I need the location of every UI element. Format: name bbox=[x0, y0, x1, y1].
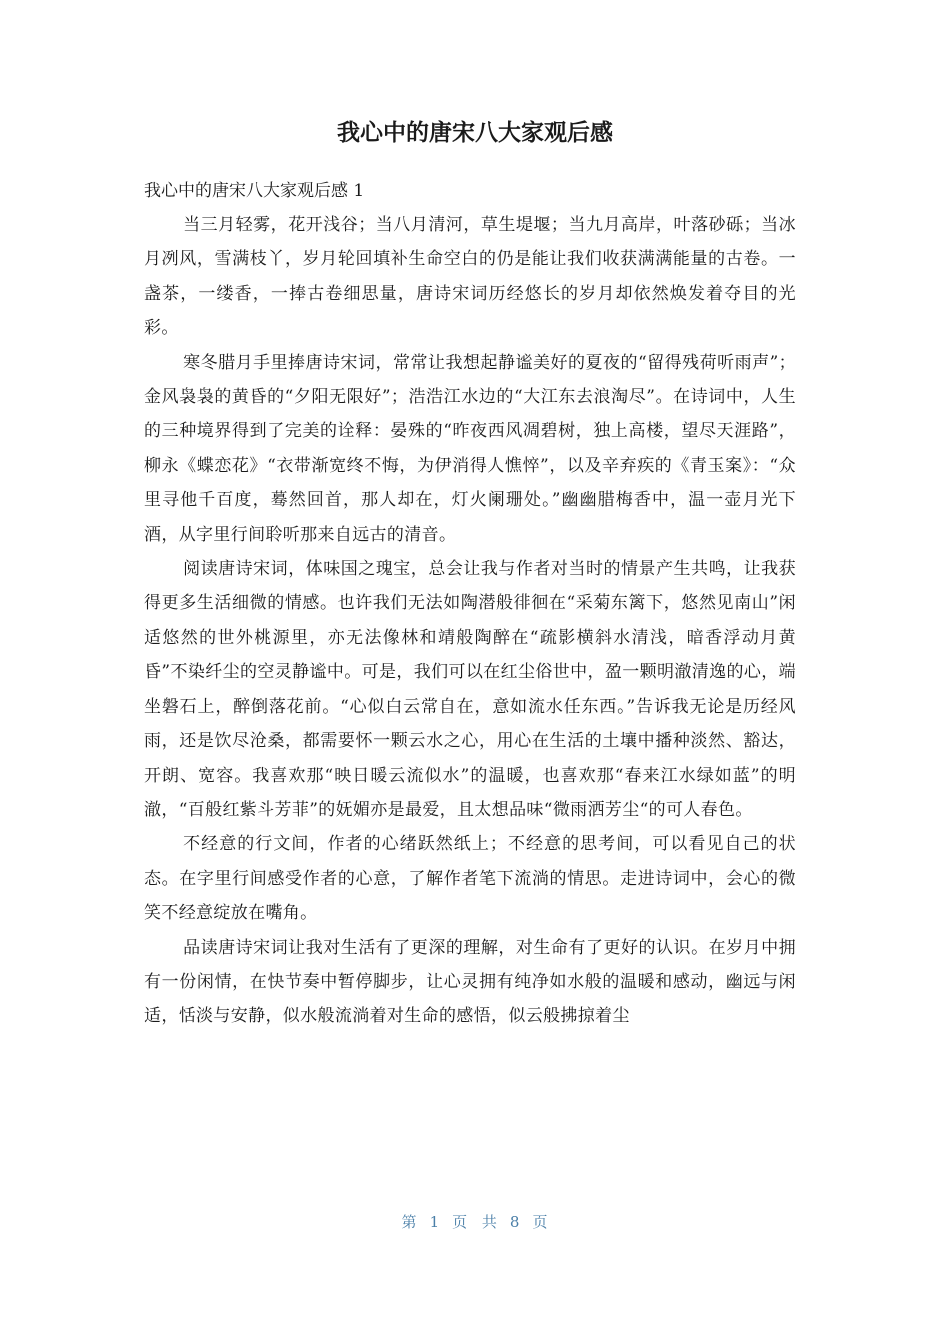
footer-suffix: 页 bbox=[532, 1213, 549, 1231]
footer-prefix: 第 bbox=[401, 1213, 418, 1231]
paragraph-3: 阅读唐诗宋词，体味国之瑰宝，总会让我与作者对当时的情景产生共鸣，让我获得更多生活细微的情感。也许我们无法如陶潜般徘徊在“采菊东篱下，悠然见南山”闲适悠然的世外桃源里，亦无法像林和靖般陶醉在“疏影横斜水清浅，暗香浮动月黄昏”不染纤尘的空灵静谧中。可是，我们可以在红尘俗世中，盈一颗明澈清逸的心，端坐磐石上，醉倒落花前。“心似白云常自在，意如流水任东西。”告诉我无论是历经风雨，还是饮尽沧桑，都需要怀一颗云水之心，用心在生活的土壤中播种淡然、豁达，开朗、宽容。我喜欢那“映日暖云流似水”的温暖，也喜欢那“春来江水绿如蓝”的明澈，“百般红紫斗芳菲”的妩媚亦是最爱，且太想品味“微雨洒芳尘“的可人春色。 bbox=[144, 559, 796, 820]
document-body bbox=[144, 174, 796, 1034]
paragraph-5: 品读唐诗宋词让我对生活有了更深的理解，对生命有了更好的认识。在岁月中拥有一份闲情，在快节奏中暂停脚步，让心灵拥有纯净如水般的温暖和感动，幽远与闲适，恬淡与安静，似水般流淌着对生命的感悟，似云般拂掠着尘 bbox=[144, 937, 796, 1027]
footer-total-pages: 8 bbox=[509, 1213, 521, 1231]
paragraph-4: 不经意的行文间，作者的心绪跃然纸上；不经意的思考间，可以看见自己的状态。在字里行间感受作者的心意，了解作者笔下流淌的情思。走进诗词中，会心的微笑不经意绽放在嘴角。 bbox=[144, 834, 796, 924]
page-number-footer bbox=[0, 1210, 950, 1234]
paragraph-1: 当三月轻雾，花开浅谷；当八月清河，草生堤堰；当九月高岸，叶落砂砾；当冰月冽风，雪满枝丫，岁月轮回填补生命空白的仍是能让我们收获满满能量的古卷。一盏茶，一缕香，一捧古卷细思量，唐诗宋词历经悠长的岁月却依然焕发着夺目的光彩。 bbox=[144, 215, 796, 339]
document-title: 我心中的唐宋八大家观后感 bbox=[337, 120, 613, 146]
paragraph-2: 寒冬腊月手里捧唐诗宋词，常常让我想起静谧美好的夏夜的“留得残荷听雨声”；金风袅袅的黄昏的“夕阳无限好”；浩浩江水边的“大江东去浪淘尽”。在诗词中，人生的三种境界得到了完美的诠释：晏殊的“昨夜西风凋碧树，独上高楼，望尽天涯路”，柳永《蝶恋花》“衣带渐宽终不悔，为伊消得人憔悴”，以及辛弃疾的《青玉案》：“众里寻他千百度，蓦然回首，那人却在，灯火阑珊处。”幽幽腊梅香中，温一壶月光下酒，从字里行间聆听那来自远古的清音。 bbox=[144, 352, 796, 545]
footer-middle: 页 共 bbox=[452, 1213, 498, 1231]
footer-current-page: 1 bbox=[429, 1213, 441, 1231]
section-subtitle: 我心中的唐宋八大家观后感 1 bbox=[144, 181, 365, 201]
